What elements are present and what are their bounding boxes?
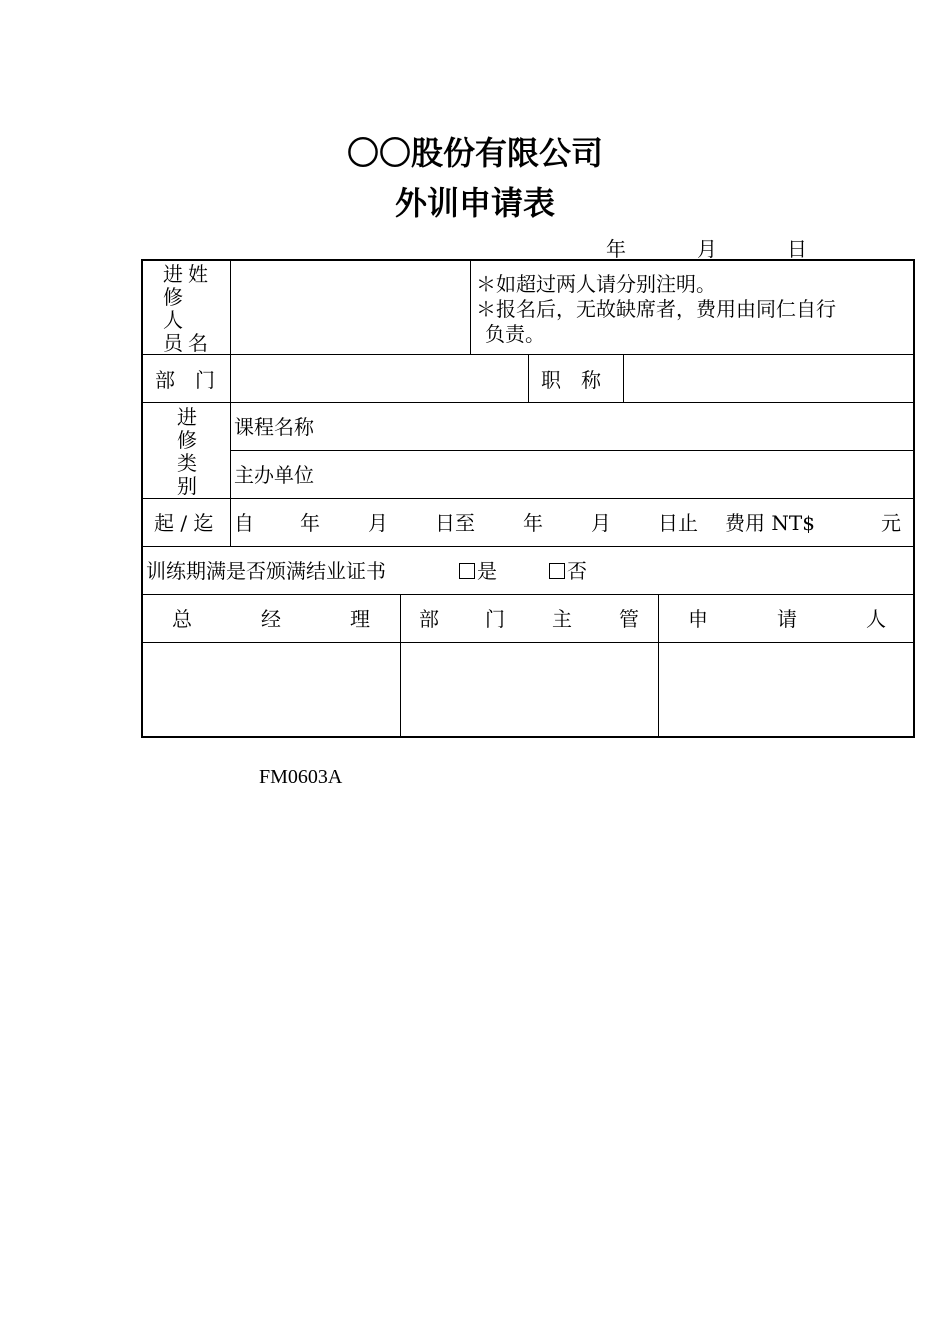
name-char: 名: [188, 331, 208, 355]
general-manager-char: 总: [172, 607, 192, 631]
dept-head-signature-box[interactable]: [401, 643, 657, 738]
period-day-to: 日至: [435, 511, 475, 535]
certificate-question: 训练期满是否颁满结业证书: [146, 559, 386, 583]
category-char: 别: [177, 474, 197, 498]
period-from-label: 自: [234, 511, 254, 535]
certificate-no-option[interactable]: [549, 559, 587, 583]
date-year-label: 年: [606, 237, 626, 261]
certificate-yes-option[interactable]: [459, 559, 497, 583]
period-month-2: 月: [591, 511, 611, 535]
applicant-char: 申: [688, 607, 708, 631]
department-field[interactable]: [231, 355, 527, 401]
applicant-char: 请: [777, 607, 797, 631]
general-manager-char: 理: [350, 607, 370, 631]
period-year-1: 年: [300, 511, 320, 535]
general-manager-char: 经: [261, 607, 281, 631]
certificate-no-label: 否: [567, 559, 587, 583]
trainee-char: 修: [163, 285, 183, 309]
fee-label: 费用 NT$: [725, 511, 815, 535]
trainee-char: 人: [163, 308, 183, 332]
period-month-1: 月: [368, 511, 388, 535]
dept-head-char: 主: [552, 607, 572, 631]
fee-amount-field[interactable]: [818, 501, 878, 543]
company-name: 〇〇股份有限公司: [346, 134, 603, 172]
course-name-label: 课程名称: [234, 415, 314, 439]
dept-head-char: 门: [485, 607, 505, 631]
organizer-field[interactable]: [333, 451, 912, 497]
period-day-end: 日止: [658, 511, 698, 535]
name-char: 姓: [188, 262, 208, 286]
department-label: 部 门: [155, 368, 215, 392]
general-manager-signature-box[interactable]: [143, 643, 399, 738]
period-year-2: 年: [523, 511, 543, 535]
fee-unit-label: 元: [881, 511, 901, 535]
trainee-char: 进: [163, 262, 183, 286]
note-line-2: ＊报名后，无故缺席者，费用由同仁自行: [476, 297, 836, 321]
period-label: 起 / 迄: [154, 511, 214, 535]
note-line-3: 负责。: [485, 322, 545, 346]
certificate-yes-label: 是: [477, 559, 497, 583]
checkbox-icon[interactable]: [459, 563, 475, 579]
form-code: FM0603A: [259, 766, 343, 788]
form-title: 外训申请表: [394, 184, 555, 222]
note-line-1: ＊如超过两人请分别注明。: [476, 272, 716, 296]
course-name-field[interactable]: [333, 403, 912, 449]
job-title-label: 职 称: [541, 368, 601, 392]
dept-head-char: 部: [419, 607, 439, 631]
trainee-name-field[interactable]: [231, 261, 469, 353]
applicant-signature-box[interactable]: [659, 643, 913, 738]
category-label: [176, 406, 198, 498]
category-char: 进: [177, 405, 197, 429]
trainee-char: 员: [163, 331, 183, 355]
applicant-char: 人: [866, 607, 886, 631]
organizer-label: 主办单位: [234, 463, 314, 487]
category-char: 修: [177, 428, 197, 452]
application-form-table: [141, 259, 915, 738]
date-day-label: 日: [787, 237, 807, 261]
date-month-label: 月: [697, 237, 717, 261]
job-title-field[interactable]: [624, 355, 912, 401]
category-char: 类: [177, 451, 197, 475]
checkbox-icon[interactable]: [549, 563, 565, 579]
dept-head-char: 管: [619, 607, 639, 631]
